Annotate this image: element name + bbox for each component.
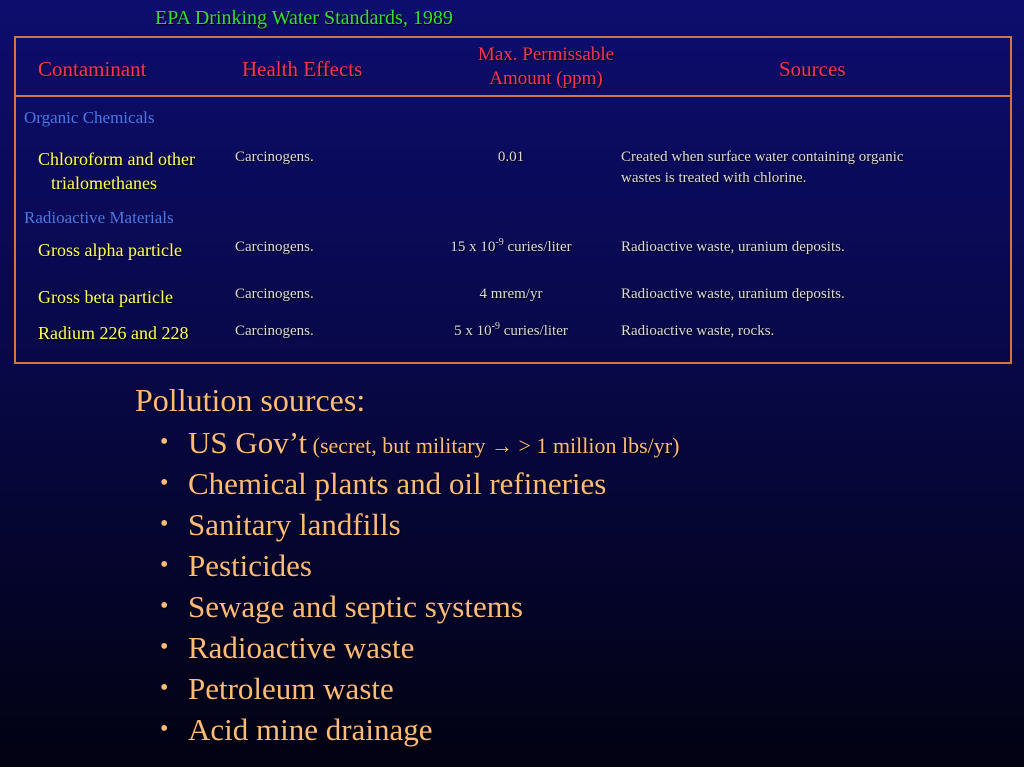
row-radium-amount: [426, 321, 596, 342]
bullet-icon: •: [160, 675, 169, 701]
row-alpha-health: Carcinogens.: [235, 239, 314, 255]
list-item: [160, 627, 679, 668]
row-chloroform-name-line1: Chloroform and other: [38, 149, 195, 169]
list-item: [160, 668, 679, 709]
bullet-icon: •: [160, 716, 169, 742]
row-chloroform-source-line2: wastes is treated with chlorine.: [621, 170, 807, 186]
row-chloroform-source: [621, 147, 904, 189]
list-item: [160, 709, 679, 750]
row-chloroform-health: Carcinogens.: [235, 149, 314, 165]
list-item-text: Pesticides: [188, 548, 312, 583]
row-alpha-name: Gross alpha particle: [38, 240, 182, 260]
list-item: [160, 586, 679, 627]
list-item-text: Chemical plants and oil refineries: [188, 466, 607, 501]
standards-table: [14, 36, 1012, 364]
row-beta-amount: 4 mrem/yr: [479, 286, 543, 302]
list-item-text: Sewage and septic systems: [188, 589, 523, 624]
slide-title: EPA Drinking Water Standards, 1989: [155, 7, 453, 29]
bullet-icon: •: [160, 429, 169, 455]
list-item-text: US Gov’t: [188, 425, 308, 460]
bullet-icon: •: [160, 511, 169, 537]
row-radium-amount-base: 5 x 10: [454, 323, 492, 339]
header-divider: [16, 95, 1010, 97]
section-organic-chemicals: Organic Chemicals: [24, 108, 155, 127]
row-radium-name: Radium 226 and 228: [38, 323, 189, 343]
list-item: [160, 545, 679, 586]
row-alpha-source: Radioactive waste, uranium deposits.: [621, 239, 845, 255]
row-beta-source: Radioactive waste, uranium deposits.: [621, 286, 845, 302]
bullet-icon: •: [160, 470, 169, 496]
row-radium-source: Radioactive waste, rocks.: [621, 323, 775, 339]
pollution-list: [160, 422, 679, 750]
list-item-note: (secret, but military → > 1 million lbs/yr): [307, 433, 680, 458]
list-item: [160, 463, 679, 504]
bullet-icon: •: [160, 552, 169, 578]
row-alpha-amount: [426, 237, 596, 258]
list-item-text: Petroleum waste: [188, 671, 394, 706]
row-chloroform-source-line1: Created when surface water containing organic: [621, 149, 904, 165]
header-contaminant: Contaminant: [38, 57, 147, 81]
list-item-text: Sanitary landfills: [188, 507, 401, 542]
header-max-amount: [426, 43, 666, 91]
row-beta-name: Gross beta particle: [38, 287, 173, 307]
list-item: [160, 504, 679, 545]
row-radium-amount-exponent: -9: [491, 321, 500, 332]
row-chloroform-name: [38, 147, 195, 195]
row-alpha-amount-unit: curies/liter: [503, 239, 572, 255]
section-radioactive-materials: Radioactive Materials: [24, 208, 174, 227]
row-chloroform-name-line2: trialomethanes: [51, 173, 157, 193]
header-max-amount-line1: Max. Permissable: [477, 44, 615, 65]
list-item-text: Acid mine drainage: [188, 712, 433, 747]
pollution-heading: Pollution sources:: [135, 382, 366, 418]
row-beta-health: Carcinogens.: [235, 286, 314, 302]
header-sources: Sources: [779, 57, 846, 81]
row-alpha-amount-base: 15 x 10: [450, 239, 496, 255]
row-radium-amount-unit: curies/liter: [499, 323, 568, 339]
row-chloroform-amount: 0.01: [497, 149, 525, 165]
row-radium-health: Carcinogens.: [235, 323, 314, 339]
row-alpha-amount-exponent: -9: [495, 237, 504, 248]
list-item: [160, 422, 679, 463]
header-max-amount-line2: Amount (ppm): [489, 68, 603, 89]
list-item-text: Radioactive waste: [188, 630, 415, 665]
bullet-icon: •: [160, 593, 169, 619]
header-health-effects: Health Effects: [242, 57, 363, 81]
bullet-icon: •: [160, 634, 169, 660]
